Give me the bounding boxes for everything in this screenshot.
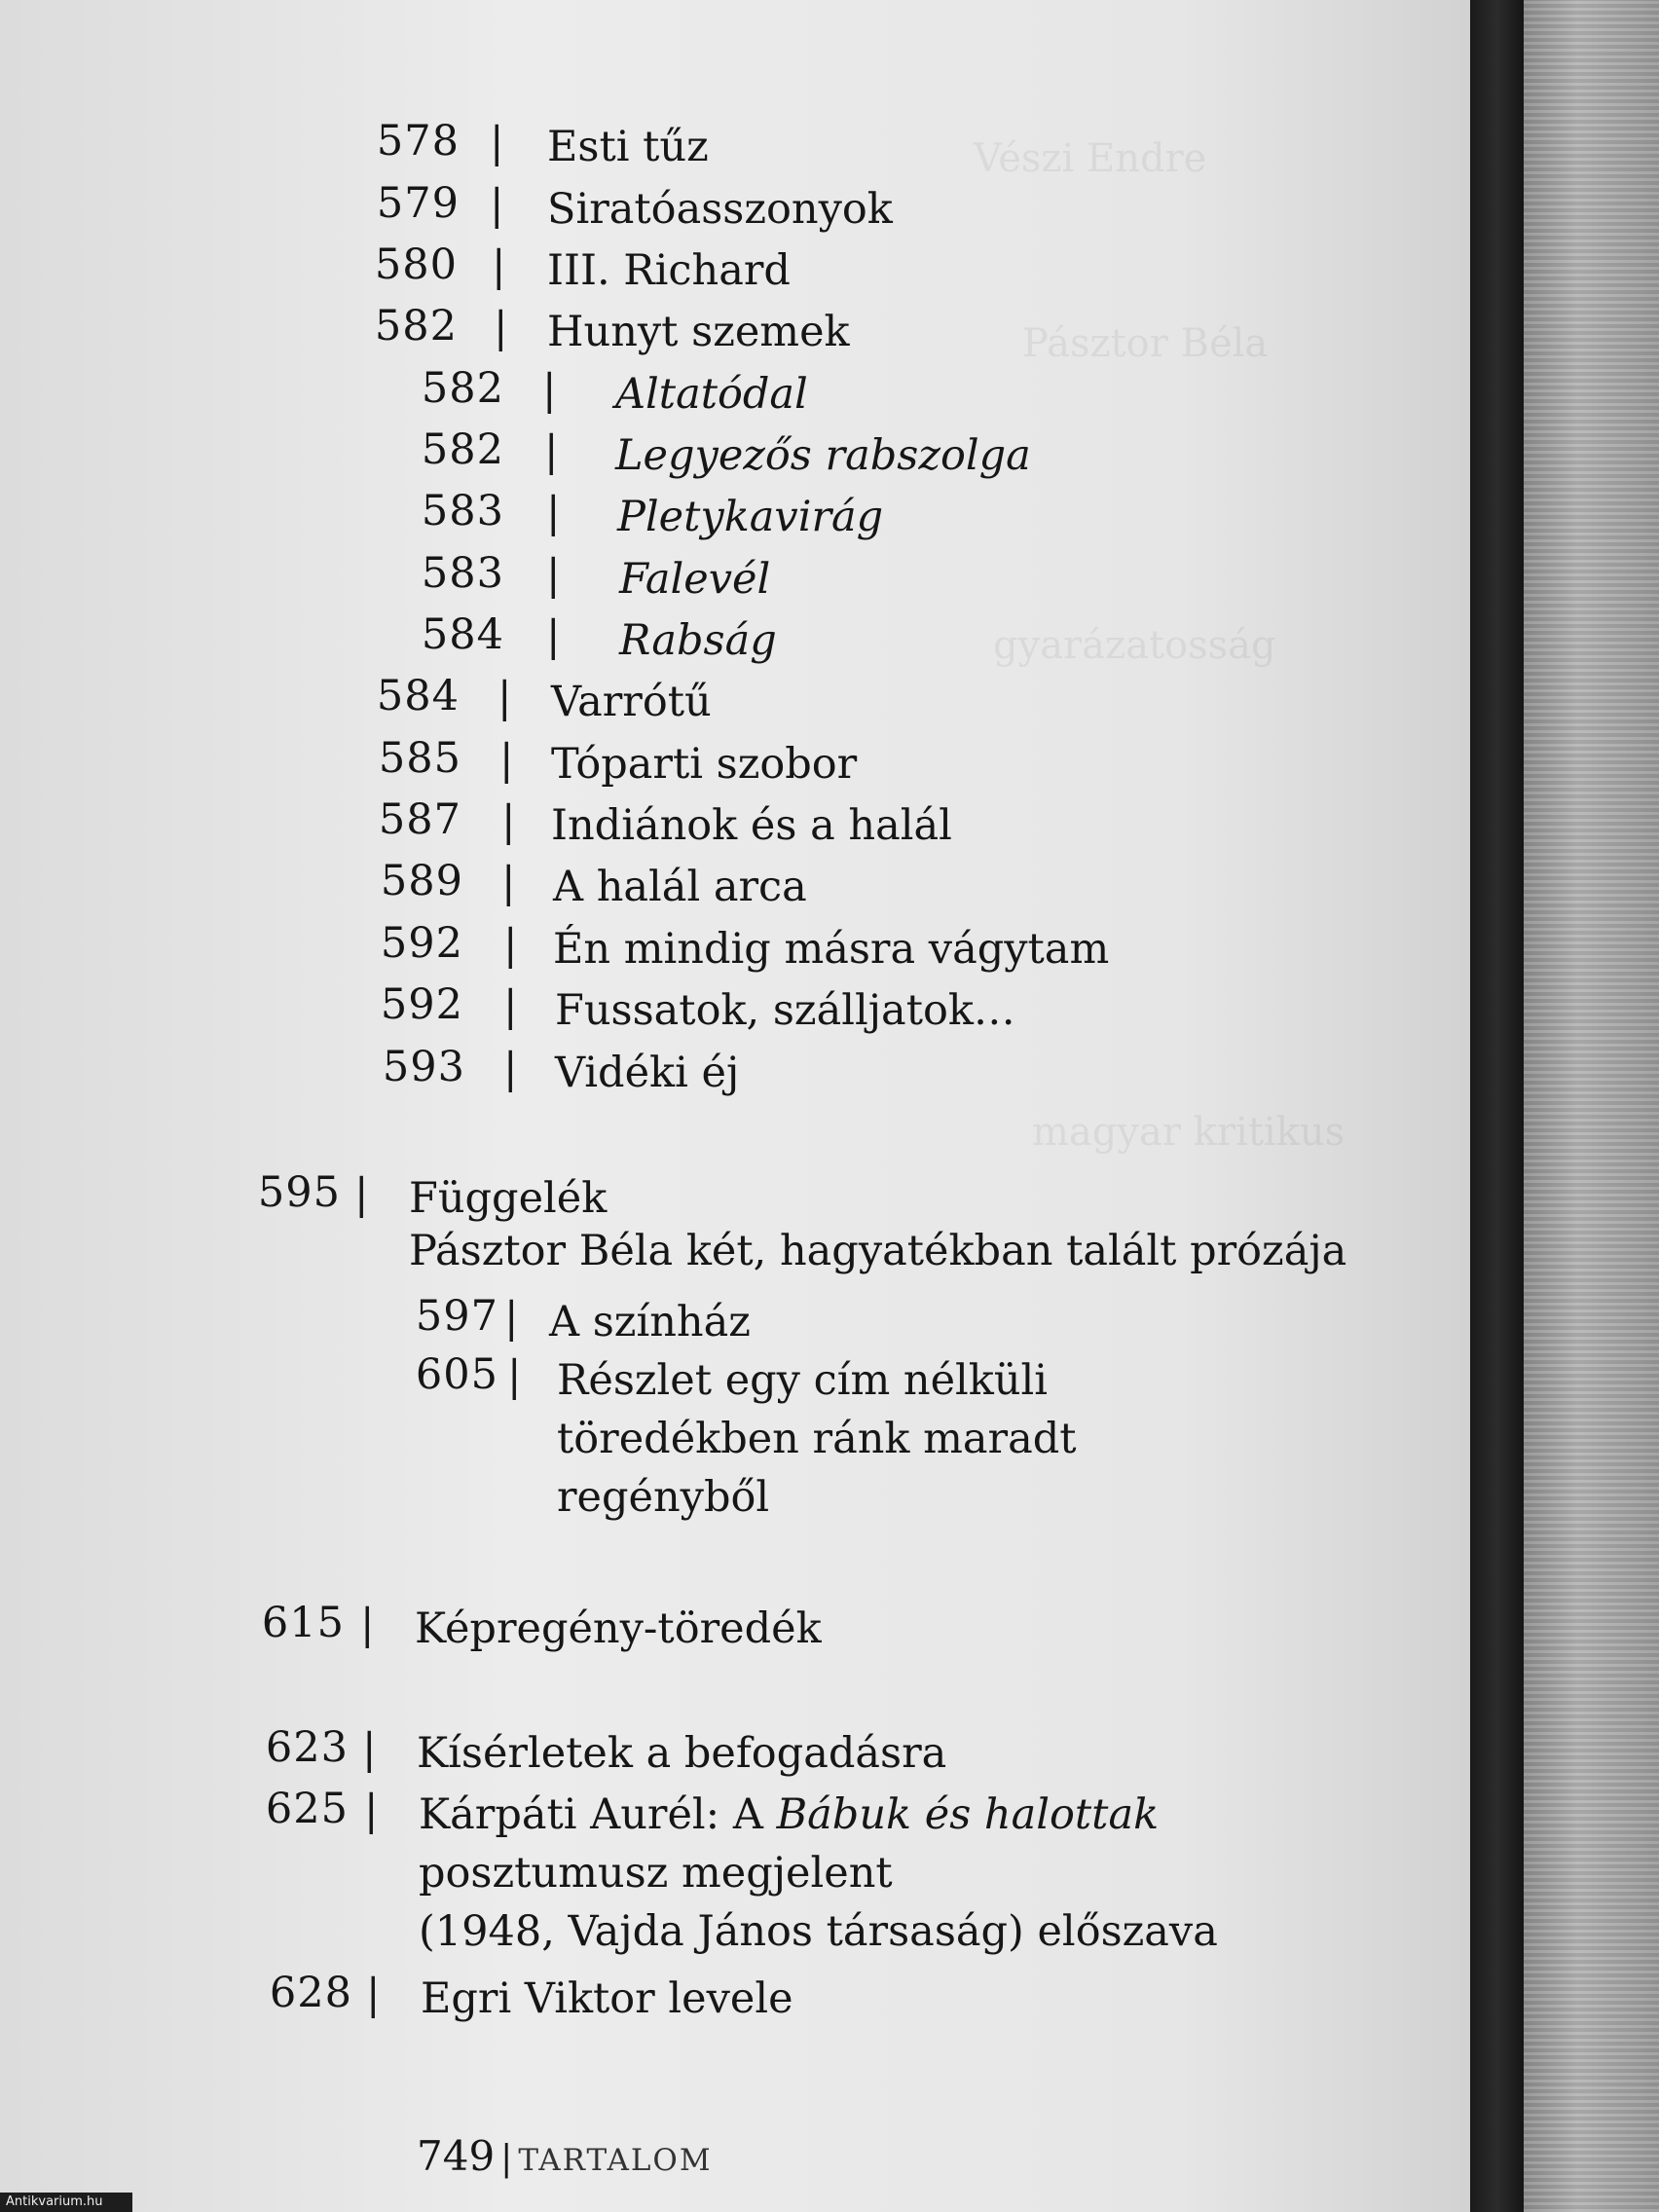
- toc-separator: |: [494, 304, 508, 352]
- toc-separator: |: [544, 427, 559, 476]
- toc-title: Varrótű: [551, 678, 712, 726]
- toc-title: Kísérletek a befogadásra: [417, 1729, 947, 1778]
- toc-title: Fussatok, szálljatok…: [555, 986, 1015, 1035]
- toc-separator: |: [362, 1725, 377, 1774]
- toc-title: Indiánok és a halál: [551, 801, 952, 850]
- toc-title: Függelék: [409, 1174, 608, 1223]
- toc-separator: |: [546, 489, 561, 537]
- toc-title-line: (1948, Vajda János társaság) előszava: [419, 1907, 1218, 1956]
- toc-page-number: 587: [378, 795, 461, 844]
- toc-separator: |: [501, 797, 516, 846]
- toc-page-number: 589: [380, 857, 463, 905]
- toc-title-line: posztumusz megjelent: [419, 1849, 893, 1898]
- toc-page-number: 593: [382, 1043, 465, 1091]
- toc-title: III. Richard: [547, 246, 791, 295]
- page-number: 749: [417, 2132, 496, 2180]
- book-page: Vészi Endre Pásztor Béla gyarázatosság magyar kritikus: [0, 0, 1470, 2212]
- toc-title-line: Pásztor Béla két, hagyatékban talált prózája: [409, 1227, 1347, 1275]
- toc-page-number: 582: [421, 364, 504, 413]
- toc-page-number: 628: [269, 1969, 352, 2017]
- toc-title: Részlet egy cím nélküli: [557, 1356, 1049, 1405]
- toc-title: Vidéki éj: [555, 1049, 740, 1097]
- toc-separator: |: [490, 119, 504, 167]
- toc-title-line: regényből: [557, 1473, 770, 1522]
- toc-page-number: 583: [421, 487, 504, 535]
- toc-separator: |: [546, 551, 561, 600]
- toc-title: Esti tűz: [547, 123, 709, 171]
- toc-title-italic: Bábuk és halottak: [776, 1790, 1160, 1839]
- toc-separator: |: [360, 1601, 375, 1649]
- toc-title: Hunyt szemek: [547, 308, 850, 356]
- toc-separator: |: [507, 1352, 522, 1401]
- toc-title: Falevél: [619, 555, 771, 604]
- toc-separator: |: [504, 1294, 519, 1343]
- toc-page-number: 582: [374, 302, 458, 350]
- toc-separator: |: [499, 736, 514, 785]
- toc-title: Egri Viktor levele: [421, 1974, 793, 2023]
- toc-page-number: 592: [380, 980, 463, 1029]
- footer-separator: |: [500, 2139, 513, 2179]
- toc-separator: |: [492, 242, 506, 291]
- toc-page-number: 584: [421, 610, 504, 659]
- toc-title: Siratóasszonyok: [547, 185, 893, 234]
- toc-title: Pletykavirág: [617, 493, 884, 541]
- toc-page-number: 582: [421, 425, 504, 474]
- toc-separator: |: [354, 1170, 369, 1219]
- toc-separator: |: [503, 982, 518, 1031]
- toc-title-text: Kárpáti Aurél: A: [419, 1790, 777, 1839]
- toc-page-number: 585: [378, 734, 461, 783]
- toc-title: Tóparti szobor: [551, 740, 858, 789]
- page-edge: [1524, 0, 1659, 2212]
- toc-page-number: 579: [376, 179, 460, 228]
- toc-page-number: 580: [374, 240, 458, 289]
- toc-page-number: 584: [376, 672, 460, 720]
- toc-title: Altatódal: [615, 370, 808, 419]
- toc-page-number: 592: [380, 919, 463, 968]
- page-footer: [417, 2132, 713, 2180]
- toc-title: Rabság: [619, 616, 777, 665]
- toc-page-number: 625: [265, 1785, 349, 1833]
- toc-title: A halál arca: [553, 863, 807, 911]
- toc-title-line: töredékben ránk maradt: [557, 1415, 1077, 1463]
- toc-page-number: 578: [376, 117, 460, 166]
- toc-page-number: 595: [257, 1168, 341, 1217]
- toc-page-number: 597: [415, 1292, 498, 1341]
- toc-separator: |: [490, 181, 504, 230]
- toc-separator: |: [498, 674, 512, 722]
- section-label: TARTALOM: [518, 2143, 713, 2178]
- toc-separator: |: [503, 1045, 518, 1093]
- toc-title: A színház: [549, 1298, 751, 1346]
- toc-separator: |: [501, 859, 516, 907]
- toc-title: Én mindig másra vágytam: [553, 925, 1110, 974]
- toc-page-number: 623: [265, 1723, 349, 1772]
- toc-page-number: 605: [415, 1350, 498, 1399]
- toc-separator: |: [366, 1971, 381, 2019]
- toc-page-number: 615: [261, 1599, 345, 1647]
- toc-page-number: 583: [421, 549, 504, 598]
- toc-title: [419, 1785, 1159, 1845]
- toc-separator: |: [542, 366, 557, 415]
- book-spine: [1470, 0, 1524, 2212]
- toc-title: Képregény-töredék: [415, 1604, 822, 1653]
- toc-separator: |: [503, 921, 518, 970]
- toc-separator: |: [364, 1787, 379, 1835]
- toc-separator: |: [546, 612, 561, 661]
- watermark: Antikvarium.hu: [0, 2193, 132, 2212]
- toc-title: Legyezős rabszolga: [615, 431, 1031, 480]
